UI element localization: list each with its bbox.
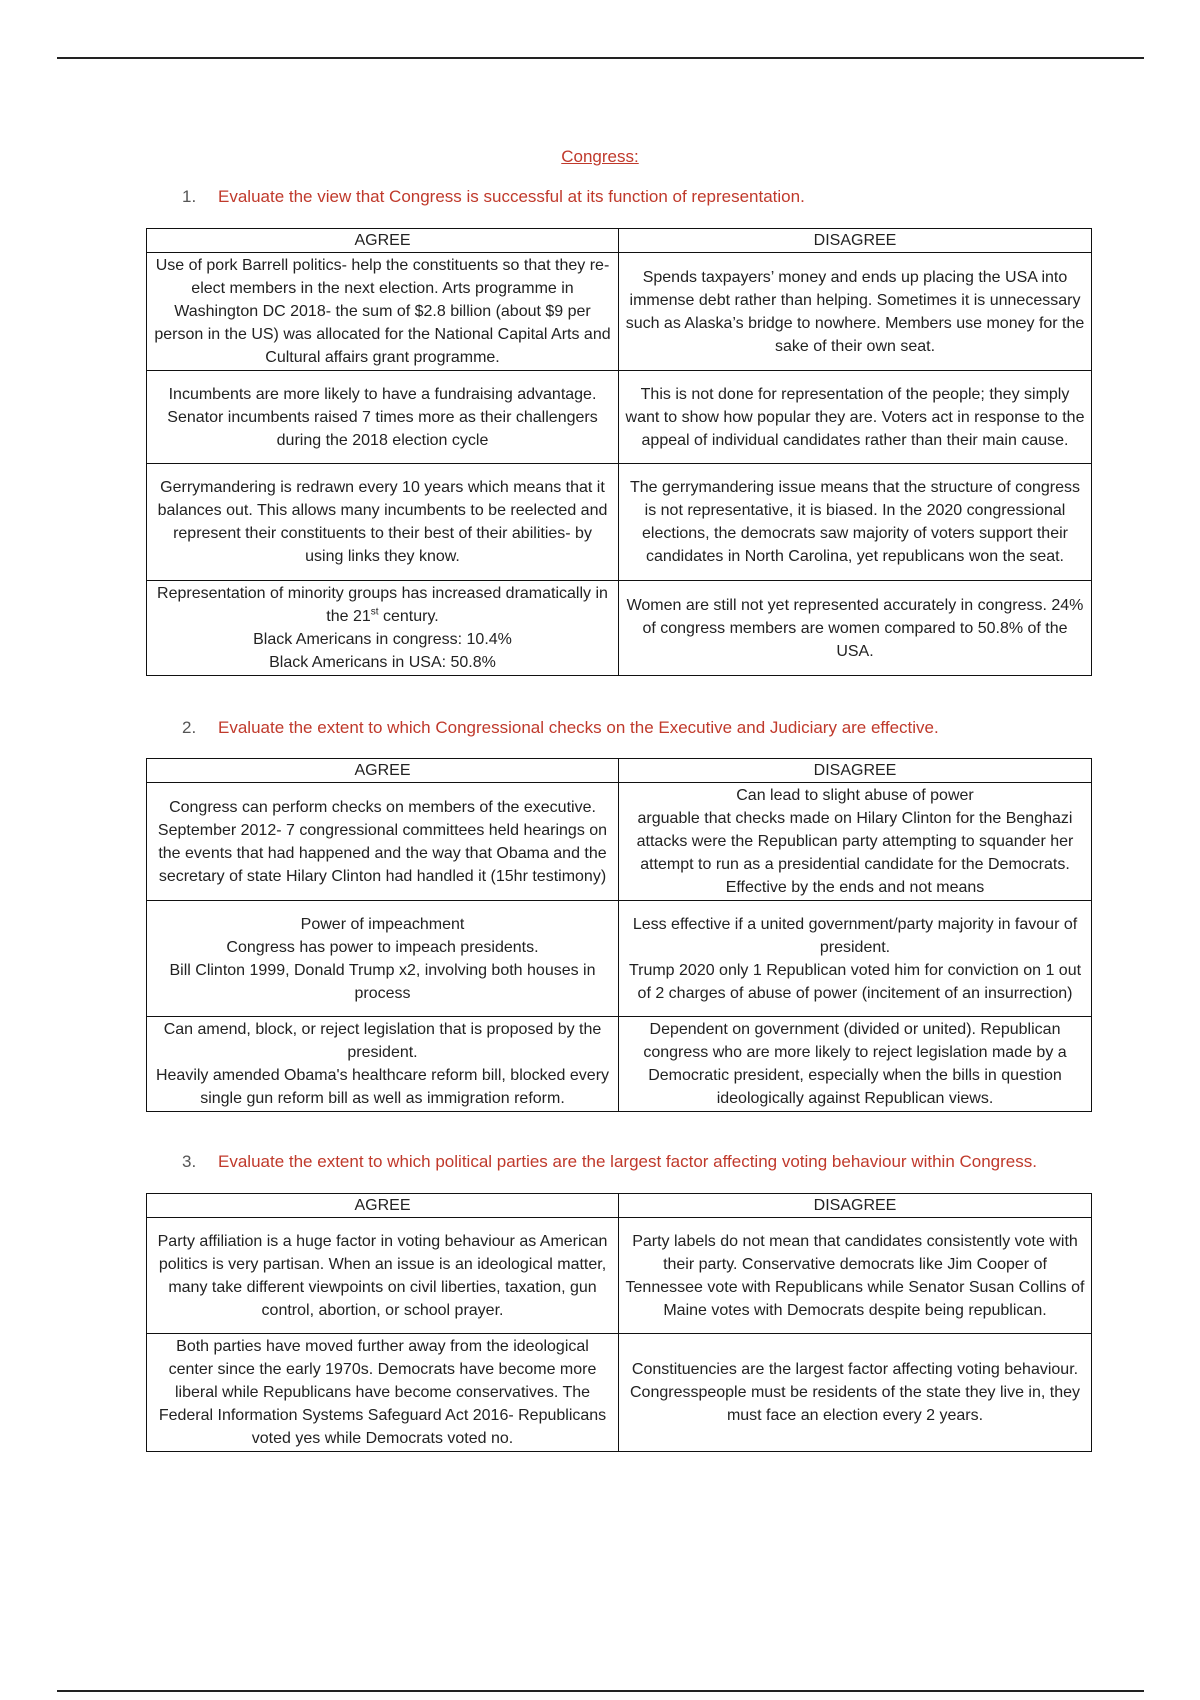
agree-cell xyxy=(147,901,619,1017)
question-number: 3. xyxy=(182,1152,197,1171)
question-number: 1. xyxy=(182,187,197,206)
table-section-2 xyxy=(146,758,1092,1112)
disagree-cell: Dependent on government (divided or united). Republican congress who are more likely to reject legislation made by a Democratic president, especially when the bills in question ideologically against Republican views. xyxy=(619,1017,1092,1112)
disagree-header: DISAGREE xyxy=(619,229,1092,253)
agree-text: Can amend, block, or reject legislation that is proposed by the president. xyxy=(163,1021,602,1061)
table-row xyxy=(147,253,1092,371)
disagree-header: DISAGREE xyxy=(619,1194,1092,1218)
table-row xyxy=(147,581,1092,676)
disagree-cell: Women are still not yet represented accurately in congress. 24% of congress members are women compared to 50.8% of the USA. xyxy=(619,581,1092,676)
disagree-text: arguable that checks made on Hilary Clinton for the Benghazi attacks were the Republican party attempting to squander her attempt to run as a presidential candidate for the Democrats. Effective by the ends and not means xyxy=(636,810,1074,896)
agree-header: AGREE xyxy=(147,759,619,783)
agree-cell xyxy=(147,1017,619,1112)
disagree-cell xyxy=(619,901,1092,1017)
agree-cell: Use of pork Barrell politics- help the constituents so that they re-elect members in the next election. Arts programme in Washington DC 2018- the sum of $2.8 billion (about $9 per person in the US) was allocated for the National Capital Arts and Cultural affairs grant programme. xyxy=(147,253,619,371)
agree-cell: Congress can perform checks on members of the executive. September 2012- 7 congressional committees held hearings on the events that had happened and the way that Obama and the secretary of state Hilary Clinton had handled it (15hr testimony) xyxy=(147,783,619,901)
page-title: Congress: xyxy=(561,147,639,166)
agree-header: AGREE xyxy=(147,229,619,253)
disagree-cell: Spends taxpayers’ money and ends up placing the USA into immense debt rather than helping. Sometimes it is unnecessary such as Alaska’s bridge to nowhere. Members use money for the sake of their own seat. xyxy=(619,253,1092,371)
table-section-1 xyxy=(146,228,1092,676)
table-row xyxy=(147,1334,1092,1452)
disagree-text: Trump 2020 only 1 Republican voted him for conviction on 1 out of 2 charges of abuse of power (incitement of an insurrection) xyxy=(628,961,1082,1002)
question-1 xyxy=(182,187,805,207)
disagree-text: Can lead to slight abuse of power xyxy=(736,787,974,804)
question-text: Evaluate the extent to which political parties are the largest factor affecting voting behaviour within Congress. xyxy=(218,1152,1037,1171)
disagree-cell: Constituencies are the largest factor affecting voting behaviour. Congresspeople must be residents of the state they live in, they must face an election every 2 years. xyxy=(619,1334,1092,1452)
question-text: Evaluate the extent to which Congressional checks on the Executive and Judiciary are effective. xyxy=(218,718,939,737)
table-row xyxy=(147,1017,1092,1112)
agree-cell: Both parties have moved further away from the ideological center since the early 1970s. Democrats have become more liberal while Republicans have become conservatives. The Federal Information Systems Safeguard Act 2016- Republicans voted yes while Democrats voted no. xyxy=(147,1334,619,1452)
agree-stat: Black Americans in USA: 50.8% xyxy=(269,654,496,671)
agree-text: century. xyxy=(378,608,439,625)
agree-cell: Gerrymandering is redrawn every 10 years which means that it balances out. This allows many incumbents to be reelected and represent their constituents to their best of their abilities- by using links they know. xyxy=(147,464,619,581)
question-text: Evaluate the view that Congress is successful at its function of representation. xyxy=(218,187,805,206)
disagree-cell xyxy=(619,783,1092,901)
disagree-header: DISAGREE xyxy=(619,759,1092,783)
table-section-3 xyxy=(146,1193,1092,1452)
table-row xyxy=(147,371,1092,464)
table-row xyxy=(147,464,1092,581)
table-row xyxy=(147,783,1092,901)
agree-text: Power of impeachment xyxy=(300,915,465,933)
agree-text: Heavily amended Obama's healthcare reform bill, blocked every single gun reform bill as well as immigration reform. xyxy=(155,1067,610,1107)
agree-text: Bill Clinton 1999, Donald Trump x2, involving both houses in process xyxy=(169,961,596,1002)
agree-cell: Incumbents are more likely to have a fundraising advantage. Senator incumbents raised 7 times more as their challengers during the 2018 election cycle xyxy=(147,371,619,464)
agree-cell: Party affiliation is a huge factor in voting behaviour as American politics is very partisan. When an issue is an ideological matter, many take different viewpoints on civil liberties, taxation, gun control, abortion, or school prayer. xyxy=(147,1218,619,1334)
agree-cell xyxy=(147,581,619,676)
table-row xyxy=(147,901,1092,1017)
agree-stat: Black Americans in congress: 10.4% xyxy=(253,631,512,648)
agree-text: Congress has power to impeach presidents. xyxy=(226,938,539,956)
ordinal-suffix: st xyxy=(370,606,379,618)
agree-header: AGREE xyxy=(147,1194,619,1218)
question-2 xyxy=(182,718,939,738)
disagree-cell: Party labels do not mean that candidates consistently vote with their party. Conservative democrats like Jim Cooper of Tennessee vote with Republicans while Senator Susan Collins of Maine votes with Democrats despite being republican. xyxy=(619,1218,1092,1334)
disagree-text: Less effective if a united government/party majority in favour of president. xyxy=(632,915,1078,956)
table-row xyxy=(147,1218,1092,1334)
disagree-cell: The gerrymandering issue means that the structure of congress is not representative, it is biased. In the 2020 congressional elections, the democrats saw majority of voters support their candidates in North Carolina, yet republicans won the seat. xyxy=(619,464,1092,581)
question-3 xyxy=(182,1152,1037,1172)
disagree-cell: This is not done for representation of the people; they simply want to show how popular they are. Voters act in response to the appeal of individual candidates rather than their main cause. xyxy=(619,371,1092,464)
question-number: 2. xyxy=(182,718,197,737)
footer-rule xyxy=(57,1690,1144,1692)
header-rule xyxy=(57,57,1144,59)
agree-text: Representation of minority groups has increased dramatically in the 21 xyxy=(157,585,608,625)
